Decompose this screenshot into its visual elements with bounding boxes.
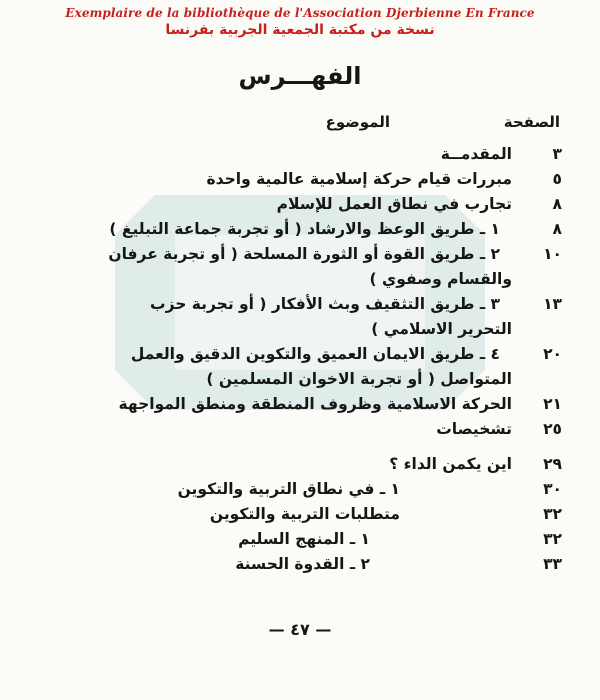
toc-entry: [0, 552, 600, 577]
toc-entry-title: المتواصل ( أو تجربة الاخوان المسلمين ): [206, 370, 512, 388]
library-stamp-en: Exemplaire de la bibliothèque de l'Association Djerbienne En France: [65, 6, 535, 20]
toc-entry: [0, 167, 600, 192]
toc-entry-title: ١ ـ طريق الوعظ والارشاد ( أو تجربة جماعة التبليغ ): [109, 220, 500, 238]
toc-page-number: ٥: [552, 170, 562, 188]
toc-entry: [0, 477, 600, 502]
toc-entry: [0, 527, 600, 552]
column-header-topic: الموضوع: [325, 113, 390, 131]
toc-entry-title: والقسام وصفوي ): [369, 270, 512, 288]
toc-entry-continuation: [0, 267, 600, 292]
toc-list: [0, 142, 600, 577]
toc-page-number: ٢١: [543, 395, 562, 413]
toc-entry-title: ٤ ـ طريق الايمان العميق والتكوين الدقيق والعمل: [130, 345, 500, 363]
toc-entry-title: ٢ ـ طريق القوة أو الثورة المسلحة ( أو تجربة عرفان: [108, 245, 500, 263]
toc-entry: [0, 417, 600, 442]
page-number-footer: — ٤٧ —: [268, 620, 332, 639]
toc-entry: [0, 452, 600, 477]
toc-entry: [0, 192, 600, 217]
toc-page-number: ٨: [552, 195, 562, 213]
column-header-page: الصفحة: [503, 113, 560, 131]
toc-page-number: ٢٥: [543, 420, 562, 438]
toc-entry-continuation: [0, 367, 600, 392]
toc-entry: [0, 502, 600, 527]
toc-entry-title: الحركة الاسلامية وظروف المنطقة ومنطق المواجهة: [118, 395, 512, 413]
toc-entry-title: التحرير الاسلامي ): [371, 320, 512, 338]
toc-page-number: ٣٠: [543, 480, 562, 498]
toc-entry: [0, 342, 600, 367]
toc-page-number: ٣: [552, 145, 562, 163]
toc-entry-title: تشخيصات: [436, 420, 512, 438]
toc-entry: [0, 292, 600, 317]
toc-entry-title: متطلبات التربية والتكوين: [209, 505, 400, 523]
toc-page-number: ١٣: [543, 295, 562, 313]
toc-entry: [0, 242, 600, 267]
toc-page-number: ٢٠: [543, 345, 562, 363]
page-title: الفهـــرس: [238, 62, 362, 90]
toc-entry: [0, 217, 600, 242]
toc-page-number: ٣٢: [543, 530, 562, 548]
toc-page-number: ١٠: [543, 245, 562, 263]
toc-entry-title: ١ ـ في نطاق التربية والتكوين: [177, 480, 400, 498]
toc-entry-title: ١ ـ المنهج السليم: [238, 530, 370, 548]
toc-entry-continuation: [0, 317, 600, 342]
toc-entry-title: اين يكمن الداء ؟: [389, 455, 512, 473]
toc-entry-title: تجارب في نطاق العمل للإسلام: [276, 195, 512, 213]
toc-entry-title: ٢ ـ القدوة الحسنة: [235, 555, 370, 573]
toc-entry-title: المقدمــة: [440, 145, 512, 163]
toc-entry-title: ٣ ـ طريق التثقيف وبث الأفكار ( أو تجربة حزب: [150, 295, 500, 313]
toc-page-number: ٨: [552, 220, 562, 238]
toc-page-number: ٣٢: [543, 505, 562, 523]
toc-entry: [0, 142, 600, 167]
toc-entry-title: مبررات قيام حركة إسلامية عالمية واحدة: [206, 170, 512, 188]
toc-entry: [0, 392, 600, 417]
toc-page-number: ٢٩: [543, 455, 562, 473]
library-stamp-ar: نسخة من مكتبة الجمعية الجربية بفرنسا: [165, 22, 435, 38]
toc-page-number: ٣٣: [543, 555, 562, 573]
